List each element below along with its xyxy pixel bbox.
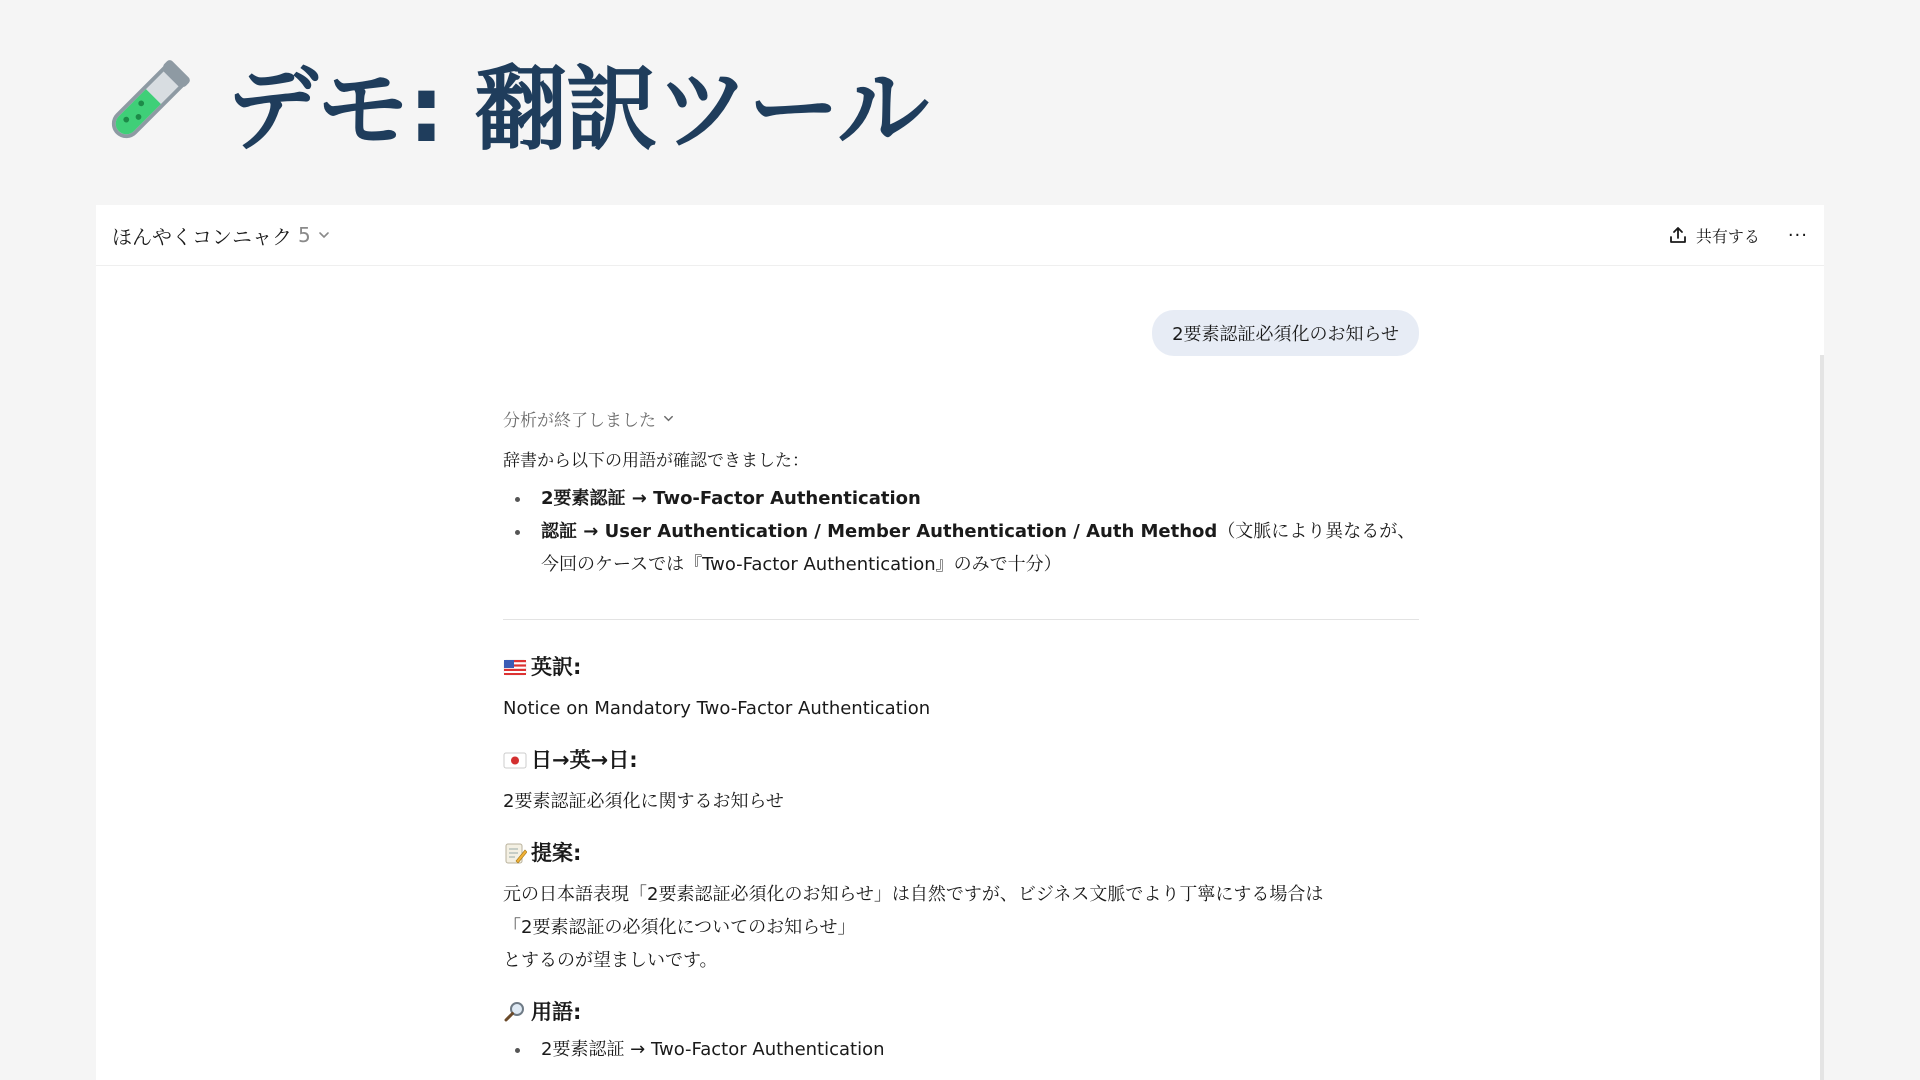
section-heading-proposal: 提案: — [503, 836, 1419, 870]
analysis-toggle[interactable] — [503, 406, 675, 431]
page-title: デモ: 翻訳ツール — [226, 56, 928, 163]
proposal-line: とするのが望ましいです。 — [503, 950, 718, 971]
model-selector[interactable] — [112, 221, 331, 250]
app-window — [96, 205, 1824, 1080]
chevron-down-icon — [317, 228, 331, 242]
chat-thread — [503, 265, 1419, 1066]
slide-title — [100, 42, 928, 162]
proposal-line: 「2要素認証の必須化についてのお知らせ」 — [503, 917, 856, 938]
section-heading-terms: 用語: — [503, 995, 1419, 1029]
app-name: ほんやくコンニャク — [112, 224, 292, 249]
proposal-text — [503, 878, 1419, 977]
top-bar — [96, 205, 1824, 266]
user-message: 2要素認証必須化のお知らせ — [1152, 310, 1419, 356]
magnifier-icon — [503, 1000, 527, 1024]
test-tube-icon — [100, 54, 196, 150]
english-translation: Notice on Mandatory Two-Factor Authentication — [503, 698, 931, 719]
list-item — [541, 515, 1419, 581]
share-label: 共有する — [1695, 226, 1760, 246]
list-item — [541, 482, 1419, 515]
divider — [503, 619, 1419, 620]
dictionary-note: （文脈により異なるが、今回のケースでは『Two-Factor Authentication』のみで十分） — [541, 521, 1416, 575]
proposal-line: 元の日本語表現「2要素認証必須化のお知らせ」は自然ですが、ビジネス文脈でより丁寧にする場合は — [503, 884, 1324, 905]
share-button[interactable] — [1668, 224, 1760, 247]
section-heading-backtranslation: 日→英→日: — [503, 743, 1419, 777]
dictionary-term: 認証 → User Authentication / Member Authentication / Auth Method — [541, 521, 1218, 542]
section-heading-english: 英訳: — [503, 650, 1419, 684]
app-version: 5 — [298, 223, 311, 247]
analysis-label: 分析が終了しました — [503, 411, 656, 431]
dictionary-list — [503, 482, 1419, 581]
chevron-down-icon — [662, 412, 675, 425]
more-options-button[interactable]: ··· — [1787, 224, 1808, 246]
memo-icon — [503, 841, 527, 865]
list-item: 2要素認証 → Two-Factor Authentication — [541, 1033, 1419, 1066]
scrollbar[interactable] — [1820, 355, 1824, 1080]
back-translation: 2要素認証必須化に関するお知らせ — [503, 791, 784, 812]
terms-list — [503, 1033, 1419, 1066]
us-flag-icon — [503, 655, 527, 679]
share-icon — [1668, 225, 1688, 245]
jp-flag-icon — [503, 748, 527, 772]
dictionary-term: 2要素認証 → Two-Factor Authentication — [541, 488, 921, 509]
dictionary-intro: 辞書から以下の用語が確認できました： — [503, 451, 809, 471]
